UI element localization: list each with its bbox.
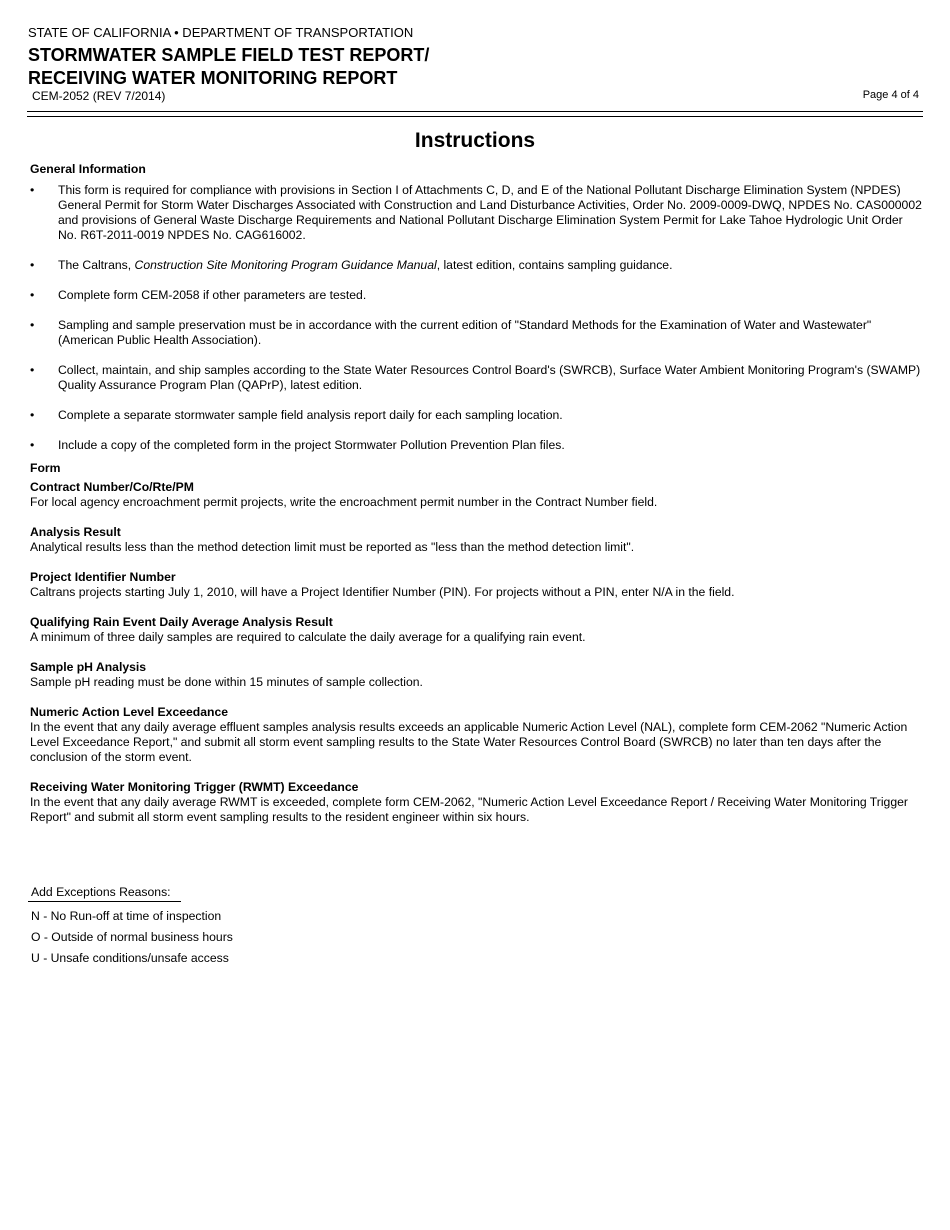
list-item xyxy=(30,408,922,423)
form-section xyxy=(30,660,922,690)
form-number: CEM-2052 (REV 7/2014) xyxy=(32,89,166,103)
exception-item: O - Outside of normal business hours xyxy=(31,930,233,944)
list-item-text: Include a copy of the completed form in the project Stormwater Pollution Prevention Plan files. xyxy=(58,438,565,452)
exception-item: N - No Run-off at time of inspection xyxy=(31,909,222,923)
general-information-list xyxy=(30,183,922,453)
form-section xyxy=(30,525,922,555)
form-title-line-2: RECEIVING WATER MONITORING REPORT xyxy=(28,68,398,88)
form-section xyxy=(30,570,922,600)
form-section-heading: Contract Number/Co/Rte/PM xyxy=(30,480,194,494)
header-divider-bottom xyxy=(27,116,923,117)
list-item-text: Sampling and sample preservation must be in accordance with the current edition of "Standard Methods for the Examination of Water and Wastewater" (American Public Health Association). xyxy=(58,318,872,347)
form-section-heading: Sample pH Analysis xyxy=(30,660,147,674)
form-section xyxy=(30,480,922,510)
instructions-heading: Instructions xyxy=(414,129,536,152)
bullet-icon: • xyxy=(30,183,35,197)
form-section-text: Caltrans projects starting July 1, 2010, will have a Project Identifier Number (PIN). For projects without a PIN, enter N/A in the field. xyxy=(30,585,735,599)
form-section-text: In the event that any daily average RWMT is exceeded, complete form CEM-2062, "Numeric Action Level Exceedance Report / Receiving Water Monitoring Trigger Report" and submit all storm event sampling results to the resident engineer within six hours. xyxy=(30,795,908,824)
bullet-icon: • xyxy=(30,408,35,422)
instructions-body xyxy=(30,162,922,840)
list-item-text xyxy=(58,258,672,272)
bullet-icon: • xyxy=(30,438,35,452)
form-section-heading: Numeric Action Level Exceedance xyxy=(30,705,229,719)
form-section-text: Sample pH reading must be done within 15 minutes of sample collection. xyxy=(30,675,423,689)
page-number: Page 4 of 4 xyxy=(862,89,919,101)
list-item-text: Complete a separate stormwater sample field analysis report daily for each sampling location. xyxy=(58,408,563,422)
list-item-text: Collect, maintain, and ship samples according to the State Water Resources Control Board's (SWRCB), Surface Water Ambient Monitoring Program's (SWAMP) Quality Assurance Program Plan (QAPrP), latest edition. xyxy=(58,363,921,392)
form-title-line-1: STORMWATER SAMPLE FIELD TEST REPORT/ xyxy=(28,45,430,65)
form-section xyxy=(30,780,922,825)
list-item-text-pre: The Caltrans, xyxy=(58,258,135,272)
form-section-text: For local agency encroachment permit projects, write the encroachment permit number in the Contract Number field. xyxy=(30,495,658,509)
form-section-heading: Qualifying Rain Event Daily Average Analysis Result xyxy=(30,615,333,629)
list-item xyxy=(30,288,922,303)
list-item xyxy=(30,363,922,393)
form-section-text: A minimum of three daily samples are required to calculate the daily average for a qualifying rain event. xyxy=(30,630,586,644)
list-item xyxy=(30,183,922,243)
bullet-icon: • xyxy=(30,363,35,377)
form-section-text: In the event that any daily average effluent samples analysis results exceeds an applicable Numeric Action Level (NAL), complete form CEM-2062 "Numeric Action Level Exceedance Report," and submit all storm event sampling results to the State Water Resources Control Board (SWRCB) no later than ten days after the conclusion of the storm event. xyxy=(30,720,908,764)
header-divider-top xyxy=(27,111,923,112)
bullet-icon: • xyxy=(30,288,35,302)
form-section-title: Form xyxy=(30,461,61,475)
form-section-heading: Analysis Result xyxy=(30,525,121,539)
bullet-icon: • xyxy=(30,258,35,272)
list-item xyxy=(30,258,922,273)
agency-name: STATE OF CALIFORNIA • DEPARTMENT OF TRANSPORTATION xyxy=(28,25,414,40)
exceptions-block xyxy=(28,885,233,965)
list-item-text: Complete form CEM-2058 if other parameters are tested. xyxy=(58,288,367,302)
general-information-title: General Information xyxy=(30,162,146,176)
manual-title: Construction Site Monitoring Program Guidance Manual xyxy=(134,258,437,272)
form-section xyxy=(30,615,922,645)
list-item xyxy=(30,438,922,453)
bullet-icon: • xyxy=(30,318,35,332)
exceptions-title: Add Exceptions Reasons: xyxy=(28,885,181,902)
form-section-text: Analytical results less than the method detection limit must be reported as "less than the method detection limit". xyxy=(30,540,635,554)
form-section xyxy=(30,705,922,765)
list-item xyxy=(30,318,922,348)
form-title xyxy=(28,44,429,90)
list-item-text: This form is required for compliance with provisions in Section I of Attachments C, D, and E of the National Pollutant Discharge Elimination System (NPDES) General Permit for Storm Water Discharges Associated with Construction and Land Disturbance Activities, Order No. 2009-0009-DWQ, NPDES No. CAS000002 and provisions of General Waste Discharge Requirements and National Pollutant Discharge Elimination System Permit for Lake Tahoe Hydrologic Unit Order No. R6T-2011-0019 NPDES No. CAG616002. xyxy=(58,183,922,242)
exception-item: U - Unsafe conditions/unsafe access xyxy=(31,951,229,965)
list-item-text-post: , latest edition, contains sampling guidance. xyxy=(436,258,673,272)
form-section-heading: Project Identifier Number xyxy=(30,570,176,584)
form-section-heading: Receiving Water Monitoring Trigger (RWMT) Exceedance xyxy=(30,780,359,794)
